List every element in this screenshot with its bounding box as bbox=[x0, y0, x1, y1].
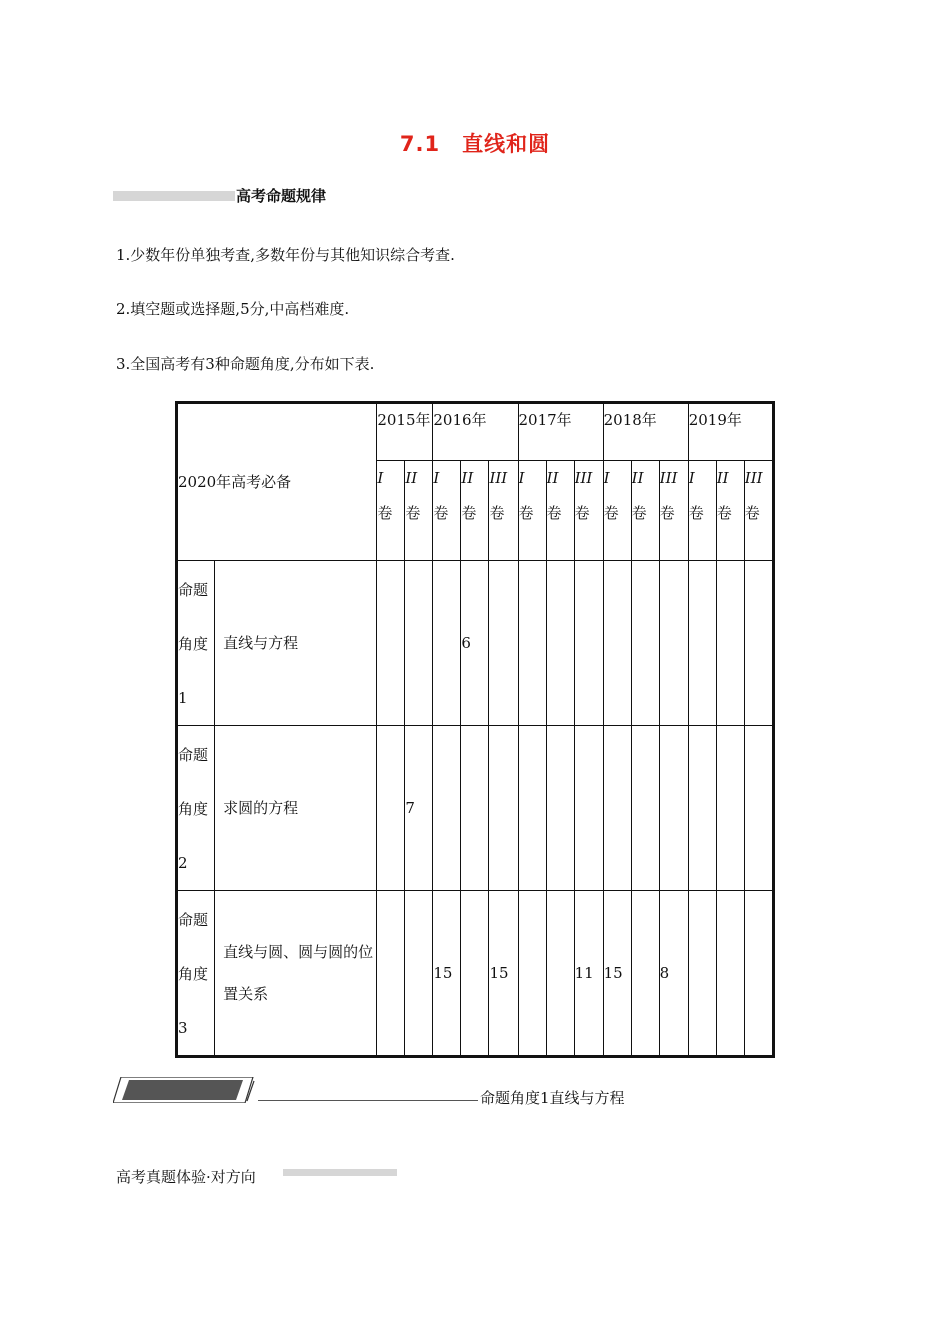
question-number-cell bbox=[744, 726, 773, 891]
volume-suffix: 卷 bbox=[744, 504, 760, 522]
volume-header bbox=[659, 461, 688, 561]
volume-header bbox=[744, 461, 773, 561]
volume-roman: III bbox=[659, 469, 678, 487]
volume-roman: II bbox=[716, 469, 729, 487]
volume-suffix: 卷 bbox=[631, 504, 647, 522]
question-number-cell bbox=[546, 891, 574, 1057]
question-number-cell bbox=[546, 561, 574, 726]
question-number-cell bbox=[659, 726, 688, 891]
page-title: 7.1 直线和圆 bbox=[399, 132, 551, 156]
volume-suffix: 卷 bbox=[461, 504, 477, 522]
question-number-cell bbox=[744, 561, 773, 726]
volume-suffix: 卷 bbox=[518, 504, 534, 522]
question-number-cell bbox=[518, 726, 546, 891]
question-number-cell bbox=[716, 891, 744, 1057]
volume-header bbox=[433, 461, 461, 561]
volume-roman: II bbox=[405, 469, 418, 487]
table-row bbox=[177, 561, 774, 726]
experience-decor-bar bbox=[283, 1169, 397, 1176]
question-number-cell bbox=[631, 891, 659, 1057]
question-number-cell: 15 bbox=[433, 891, 461, 1057]
question-number-cell bbox=[489, 726, 518, 891]
angle-name: 求圆的方程 bbox=[215, 726, 377, 891]
angle-label bbox=[177, 561, 215, 726]
question-number-cell: 7 bbox=[405, 726, 433, 891]
angle-label-part: 命题 bbox=[178, 581, 209, 599]
section-decor-bar bbox=[113, 191, 235, 201]
volume-roman: II bbox=[546, 469, 559, 487]
divider-line bbox=[258, 1100, 478, 1101]
question-number-cell bbox=[377, 891, 405, 1057]
volume-roman: I bbox=[433, 469, 440, 487]
volume-header bbox=[489, 461, 518, 561]
divider-decor-icon bbox=[113, 1077, 258, 1103]
question-number-cell: 8 bbox=[659, 891, 688, 1057]
volume-header bbox=[631, 461, 659, 561]
volume-roman: III bbox=[744, 469, 763, 487]
question-number-cell bbox=[688, 891, 716, 1057]
question-number-cell bbox=[489, 561, 518, 726]
question-number-cell bbox=[574, 726, 603, 891]
volume-header bbox=[688, 461, 716, 561]
volume-roman: II bbox=[461, 469, 474, 487]
angle-label-part: 角度 bbox=[178, 965, 209, 983]
question-number-cell bbox=[659, 561, 688, 726]
table-row bbox=[177, 726, 774, 891]
year-header: 2019年 bbox=[688, 403, 773, 461]
question-number-cell: 11 bbox=[574, 891, 603, 1057]
experience-label: 高考真题体验·对方向 bbox=[116, 1168, 256, 1186]
year-header: 2015年 bbox=[377, 403, 433, 461]
volume-suffix: 卷 bbox=[716, 504, 732, 522]
volume-suffix: 卷 bbox=[489, 504, 505, 522]
question-number-cell: 15 bbox=[603, 891, 631, 1057]
angle-label-part: 命题 bbox=[178, 746, 209, 764]
question-number-cell bbox=[433, 561, 461, 726]
volume-roman: III bbox=[574, 469, 593, 487]
question-number-cell bbox=[716, 561, 744, 726]
question-number-cell bbox=[518, 891, 546, 1057]
question-number-cell bbox=[518, 561, 546, 726]
divider-label: 命题角度1直线与方程 bbox=[480, 1089, 625, 1107]
volume-suffix: 卷 bbox=[659, 504, 675, 522]
distribution-table bbox=[175, 401, 775, 1058]
volume-roman: II bbox=[631, 469, 644, 487]
question-number-cell bbox=[716, 726, 744, 891]
table-corner-label: 2020年高考必备 bbox=[177, 403, 377, 561]
question-number-cell bbox=[433, 726, 461, 891]
question-number-cell bbox=[631, 726, 659, 891]
volume-suffix: 卷 bbox=[688, 504, 704, 522]
volume-roman: III bbox=[489, 469, 508, 487]
question-number-cell bbox=[461, 726, 489, 891]
question-number-cell bbox=[631, 561, 659, 726]
volume-roman: I bbox=[377, 469, 384, 487]
angle-label-part: 命题 bbox=[178, 911, 209, 929]
question-number-cell bbox=[405, 561, 433, 726]
point-2: 2.填空题或选择题,5分,中高档难度. bbox=[116, 300, 350, 318]
question-number-cell bbox=[546, 726, 574, 891]
volume-suffix: 卷 bbox=[377, 504, 393, 522]
angle-label bbox=[177, 726, 215, 891]
volume-suffix: 卷 bbox=[574, 504, 590, 522]
question-number-cell bbox=[574, 561, 603, 726]
year-header: 2016年 bbox=[433, 403, 518, 461]
question-number-cell bbox=[603, 561, 631, 726]
volume-header bbox=[518, 461, 546, 561]
table-row bbox=[177, 891, 774, 1057]
question-number-cell bbox=[603, 726, 631, 891]
question-number-cell bbox=[377, 726, 405, 891]
angle-label-part: 3 bbox=[178, 1019, 188, 1037]
year-header: 2018年 bbox=[603, 403, 688, 461]
point-1: 1.少数年份单独考查,多数年份与其他知识综合考查. bbox=[116, 246, 455, 264]
section-title: 高考命题规律 bbox=[236, 187, 327, 205]
question-number-cell bbox=[405, 891, 433, 1057]
volume-suffix: 卷 bbox=[546, 504, 562, 522]
volume-header bbox=[377, 461, 405, 561]
volume-header bbox=[716, 461, 744, 561]
question-number-cell bbox=[688, 726, 716, 891]
volume-header bbox=[461, 461, 489, 561]
question-number-cell bbox=[744, 891, 773, 1057]
angle-name: 直线与方程 bbox=[215, 561, 377, 726]
question-number-cell: 6 bbox=[461, 561, 489, 726]
angle-name: 直线与圆、圆与圆的位置关系 bbox=[215, 891, 377, 1057]
question-number-cell bbox=[688, 561, 716, 726]
angle-label-part: 2 bbox=[178, 854, 188, 872]
volume-suffix: 卷 bbox=[603, 504, 619, 522]
volume-suffix: 卷 bbox=[433, 504, 449, 522]
angle-label bbox=[177, 891, 215, 1057]
volume-roman: I bbox=[603, 469, 610, 487]
volume-roman: I bbox=[518, 469, 525, 487]
question-number-cell bbox=[461, 891, 489, 1057]
question-number-cell: 15 bbox=[489, 891, 518, 1057]
volume-header bbox=[405, 461, 433, 561]
volume-suffix: 卷 bbox=[405, 504, 421, 522]
question-number-cell bbox=[377, 561, 405, 726]
angle-label-part: 角度 bbox=[178, 800, 209, 818]
volume-header bbox=[574, 461, 603, 561]
year-header: 2017年 bbox=[518, 403, 603, 461]
volume-roman: I bbox=[688, 469, 695, 487]
angle-label-part: 1 bbox=[178, 689, 188, 707]
point-3: 3.全国高考有3种命题角度,分布如下表. bbox=[116, 355, 375, 373]
volume-header bbox=[603, 461, 631, 561]
volume-header bbox=[546, 461, 574, 561]
angle-label-part: 角度 bbox=[178, 635, 209, 653]
